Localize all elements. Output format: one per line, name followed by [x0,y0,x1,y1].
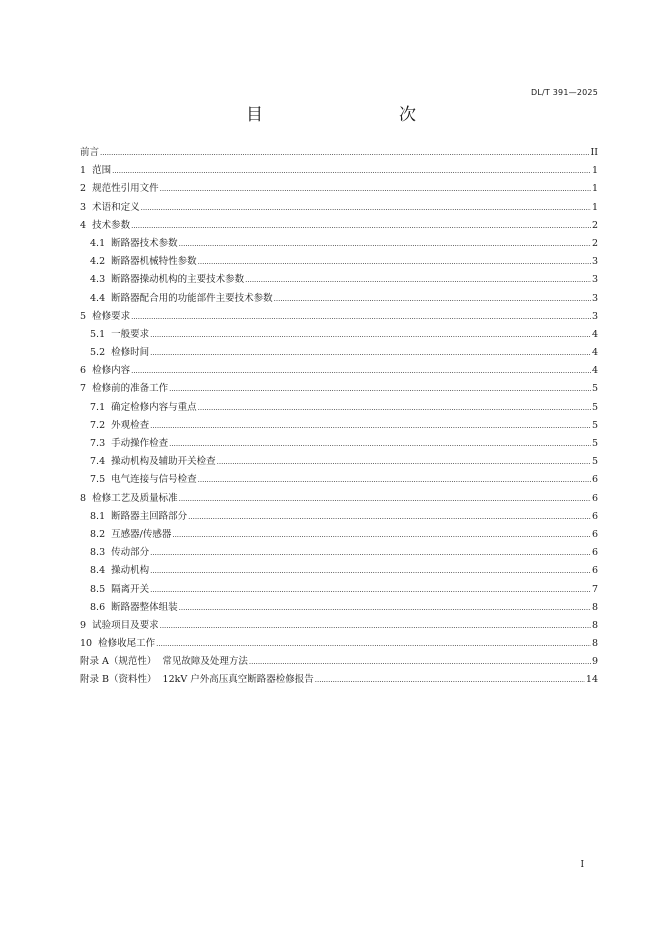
toc-entry-page: 5 [591,456,598,468]
toc-entry-label: 7.5 电气连接与信号检查 [90,474,197,486]
toc-entry-label: 7.2 外观检查 [90,419,150,431]
toc-entry-label: 7.4 操动机构及辅助开关检查 [90,456,216,468]
toc-entry-label: 1 范围 [80,165,112,177]
toc-leader-dots [179,495,591,503]
toc-entry-label: 7 检修前的准备工作 [80,383,169,395]
toc-entry-page: 8 [591,638,598,650]
toc-entry[interactable] [80,235,598,253]
toc-entry-label: 7.1 确定检修内容与重点 [90,401,197,413]
toc-entry-label: 4 技术参数 [80,219,131,231]
toc-entry-page: 8 [591,619,598,631]
toc-entry[interactable] [80,417,598,435]
table-of-contents [80,144,598,690]
toc-entry-page: 6 [591,492,598,504]
toc-leader-dots [274,295,591,303]
toc-entry-page: 6 [591,565,598,577]
toc-entry-page: 5 [591,401,598,413]
toc-entry-label: 8.5 隔离开关 [90,583,150,595]
toc-entry-page: 6 [591,510,598,522]
toc-entry-page: 1 [591,165,598,177]
toc-entry[interactable] [80,180,598,198]
toc-leader-dots [169,440,591,448]
toc-entry[interactable] [80,162,598,180]
toc-leader-dots [249,658,591,666]
toc-leader-dots [245,276,591,284]
toc-entry[interactable] [80,581,598,599]
toc-leader-dots [217,458,591,466]
toc-entry-page: 5 [591,419,598,431]
toc-entry-label: 8.3 传动部分 [90,547,150,559]
toc-leader-dots [131,313,591,321]
toc-leader-dots [150,331,591,339]
toc-entry[interactable] [80,326,598,344]
toc-entry[interactable] [80,653,598,671]
toc-entry-page: 4 [591,347,598,359]
toc-entry-page: 2 [591,219,598,231]
toc-entry-page: 6 [591,547,598,559]
toc-leader-dots [188,513,591,521]
toc-leader-dots [112,167,591,175]
toc-entry-page: 3 [591,256,598,268]
toc-leader-dots [160,185,591,193]
toc-entry[interactable] [80,435,598,453]
toc-entry-page: 9 [591,656,598,668]
toc-leader-dots [179,604,591,612]
toc-entry-page: 3 [591,292,598,304]
toc-entry-label: 5.1 一般要求 [90,328,150,340]
toc-entry-page: 4 [591,328,598,340]
document-id: DL/T 391—2025 [531,88,598,97]
toc-leader-dots [198,404,591,412]
toc-entry[interactable] [80,635,598,653]
toc-entry-label: 4.3 断路器操动机构的主要技术参数 [90,274,245,286]
toc-leader-dots [179,240,591,248]
toc-entry[interactable] [80,199,598,217]
toc-entry-page: 5 [591,383,598,395]
toc-entry-page: 3 [591,274,598,286]
toc-entry-label: 4.4 断路器配合用的功能部件主要技术参数 [90,292,273,304]
toc-leader-dots [169,385,591,393]
toc-entry-page: 4 [591,365,598,377]
toc-entry-page: 1 [591,183,598,195]
toc-entry-page: 3 [591,310,598,322]
toc-entry[interactable] [80,344,598,362]
toc-entry-page: 8 [591,601,598,613]
toc-entry-page: 6 [591,474,598,486]
toc-entry-label: 8.2 互感器/传感器 [90,528,172,540]
page-number: I [580,860,584,870]
toc-entry[interactable] [80,562,598,580]
toc-entry[interactable] [80,253,598,271]
toc-leader-dots [150,567,591,575]
toc-leader-dots [131,367,591,375]
toc-entry-page: 14 [585,674,598,686]
toc-entry[interactable] [80,617,598,635]
toc-entry[interactable] [80,508,598,526]
toc-entry-label: 5 检修要求 [80,310,131,322]
toc-entry-label: 5.2 检修时间 [90,347,150,359]
toc-entry-label: 3 术语和定义 [80,201,140,213]
toc-leader-dots [150,549,591,557]
toc-entry-page: 2 [591,237,598,249]
toc-leader-dots [160,622,591,630]
toc-entry[interactable] [80,599,598,617]
toc-entry-label: 前言 [80,147,100,158]
toc-entry[interactable] [80,217,598,235]
toc-entry-page: 6 [591,528,598,540]
toc-entry[interactable] [80,271,598,289]
toc-entry[interactable] [80,399,598,417]
toc-entry-label: 8.1 断路器主回路部分 [90,510,188,522]
toc-leader-dots [131,222,591,230]
toc-entry[interactable] [80,308,598,326]
toc-leader-dots [150,422,591,430]
toc-entry-label: 4.1 断路器技术参数 [90,237,178,249]
toc-leader-dots [156,640,591,648]
toc-entry-label: 6 检修内容 [80,365,131,377]
toc-leader-dots [315,676,585,684]
toc-entry-label: 4.2 断路器机械特性参数 [90,256,197,268]
toc-entry-label: 9 试验项目及要求 [80,619,159,631]
toc-entry-label: 附录 A（规范性） 常见故障及处理方法 [80,656,248,668]
toc-leader-dots [172,531,591,539]
toc-entry[interactable] [80,471,598,489]
toc-entry-label: 8.6 断路器整体组装 [90,601,178,613]
toc-leader-dots [100,149,589,157]
toc-entry[interactable] [80,490,598,508]
toc-leader-dots [141,204,591,212]
toc-entry[interactable] [80,544,598,562]
toc-entry[interactable] [80,144,598,162]
toc-entry[interactable] [80,380,598,398]
toc-leader-dots [198,476,591,484]
toc-entry[interactable] [80,290,598,308]
toc-entry-label: 8 检修工艺及质量标准 [80,492,178,504]
toc-entry-label: 2 规范性引用文件 [80,183,159,195]
toc-leader-dots [198,258,591,266]
toc-entry[interactable] [80,453,598,471]
toc-leader-dots [150,349,591,357]
toc-entry-label: 7.3 手动操作检查 [90,438,169,449]
toc-entry-page: 1 [591,201,598,213]
toc-entry-label: 8.4 操动机构 [90,565,150,577]
toc-entry-page: 5 [591,438,598,449]
toc-leader-dots [150,586,591,594]
toc-entry-page: II [590,147,598,158]
toc-entry[interactable] [80,671,598,689]
toc-entry-page: 7 [591,583,598,595]
page-title: 目 次 [246,105,450,125]
toc-entry-label: 附录 B（资料性） 12kV 户外高压真空断路器检修报告 [80,674,314,686]
toc-entry[interactable] [80,362,598,380]
toc-entry-label: 10 检修收尾工作 [80,638,156,650]
toc-entry[interactable] [80,526,598,544]
